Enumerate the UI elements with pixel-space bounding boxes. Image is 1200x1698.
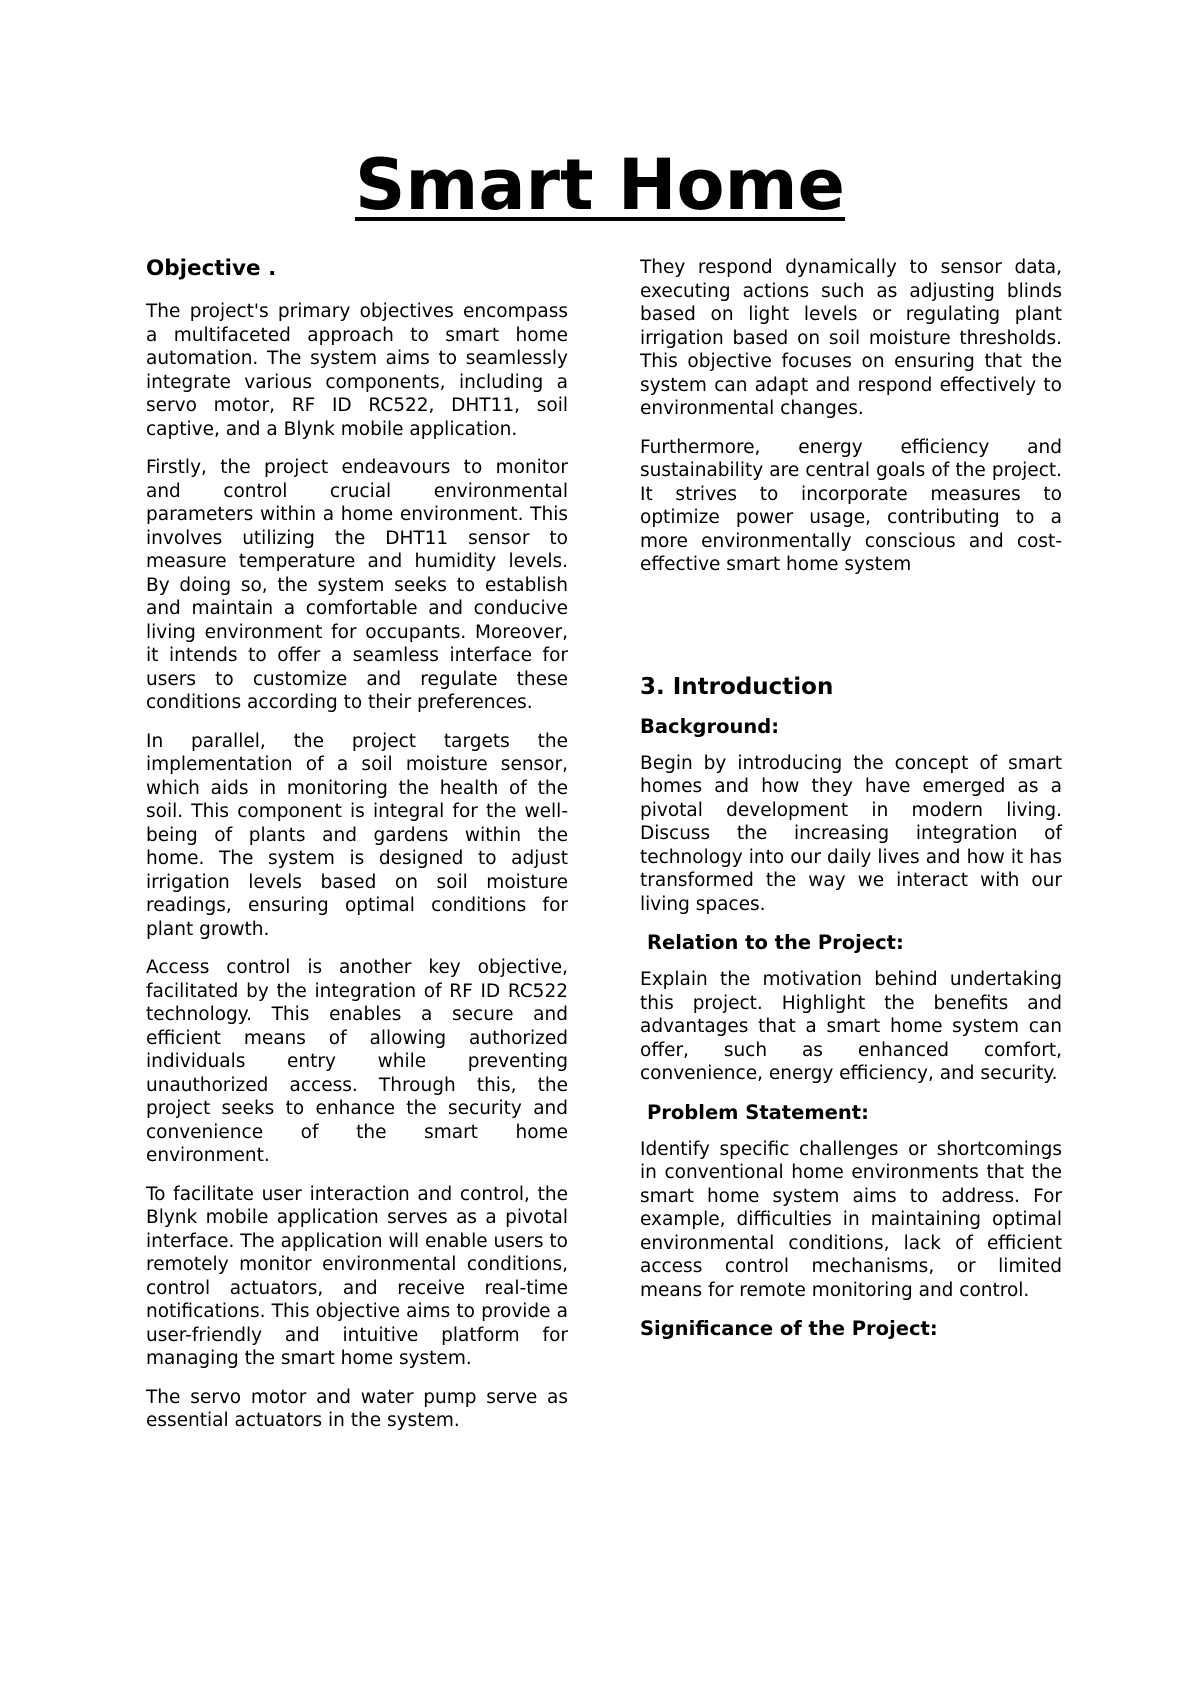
background-paragraph: Begin by introducing the concept of smart homes and how they have emerged as a pivotal development in modern living. Discuss the increasing integration of technology into our daily lives and how it has transformed the way we interact with our living spaces. xyxy=(640,752,1062,915)
introduction-heading: 3. Introduction xyxy=(640,673,834,700)
objective-paragraph-1: The project's primary objectives encompass a multifaceted approach to smart home automation. The system aims to seamlessly integrate various components, including a servo motor, RF ID RC522, DHT11, soil captive, and a Blynk mobile application. xyxy=(146,301,568,440)
objective-paragraph-8: Furthermore, energy efficiency and sustainability are central goals of the project. It strives to incorporate measures to optimize power usage, contributing to a more environmentally conscious and cost-effective smart home system xyxy=(640,436,1062,575)
objective-paragraph-6: The servo motor and water pump serve as essential actuators in the system. xyxy=(146,1386,568,1431)
objective-paragraph-4: Access control is another key objective, facilitated by the integration of RF ID RC522 technology. This enables a secure and efficient means of allowing authorized individuals entry while preventing unauthorized access. Through this, the project seeks to enhance the security and convenience of the smart home environment. xyxy=(146,957,568,1166)
objective-paragraph-2: Firstly, the project endeavours to monitor and control crucial environmental parameters within a home environment. This involves utilizing the DHT11 sensor to measure temperature and humidity levels. By doing so, the system seeks to establish and maintain a comfortable and conducive living environment for occupants. Moreover, it intends to offer a seamless interface for users to customize and regulate these conditions according to their preferences. xyxy=(146,457,568,713)
document-title: Smart Home xyxy=(354,144,846,226)
objective-heading: Objective . xyxy=(146,256,277,281)
objective-paragraph-3: In parallel, the project targets the implementation of a soil moisture sensor, which aids in monitoring the health of the soil. This component is integral for the well-being of plants and gardens within the home. The system is designed to adjust irrigation levels based on soil moisture readings, ensuring optimal conditions for plant growth. xyxy=(146,730,568,940)
objective-paragraph-7: They respond dynamically to sensor data, executing actions such as adjusting blinds based on light levels or regulating plant irrigation based on soil moisture thresholds. This objective focuses on ensuring that the system can adapt and respond effectively to environmental changes. xyxy=(640,257,1062,419)
right-column xyxy=(640,256,1062,1354)
relation-paragraph: Explain the motivation behind undertaking this project. Highlight the benefits and advantages that a smart home system can offer, such as enhanced comfort, convenience, energy efficiency, and security. xyxy=(640,969,1062,1084)
problem-statement-paragraph: Identify specific challenges or shortcomings in conventional home environments that the smart home system aims to address. For example, difficulties in maintaining optimal environmental conditions, lack of efficient access control mechanisms, or limited means for remote monitoring and control. xyxy=(640,1138,1062,1301)
significance-heading: Significance of the Project: xyxy=(640,1317,938,1340)
left-column xyxy=(146,256,568,1448)
relation-heading: Relation to the Project: xyxy=(647,931,904,954)
background-heading: Background: xyxy=(640,714,780,738)
objective-paragraph-5: To facilitate user interaction and control, the Blynk mobile application serves as a pivotal interface. The application will enable users to remotely monitor environmental conditions, control actuators, and receive real-time notifications. This objective aims to provide a user-friendly and intuitive platform for managing the smart home system. xyxy=(146,1183,568,1369)
problem-statement-heading: Problem Statement: xyxy=(647,1100,869,1124)
